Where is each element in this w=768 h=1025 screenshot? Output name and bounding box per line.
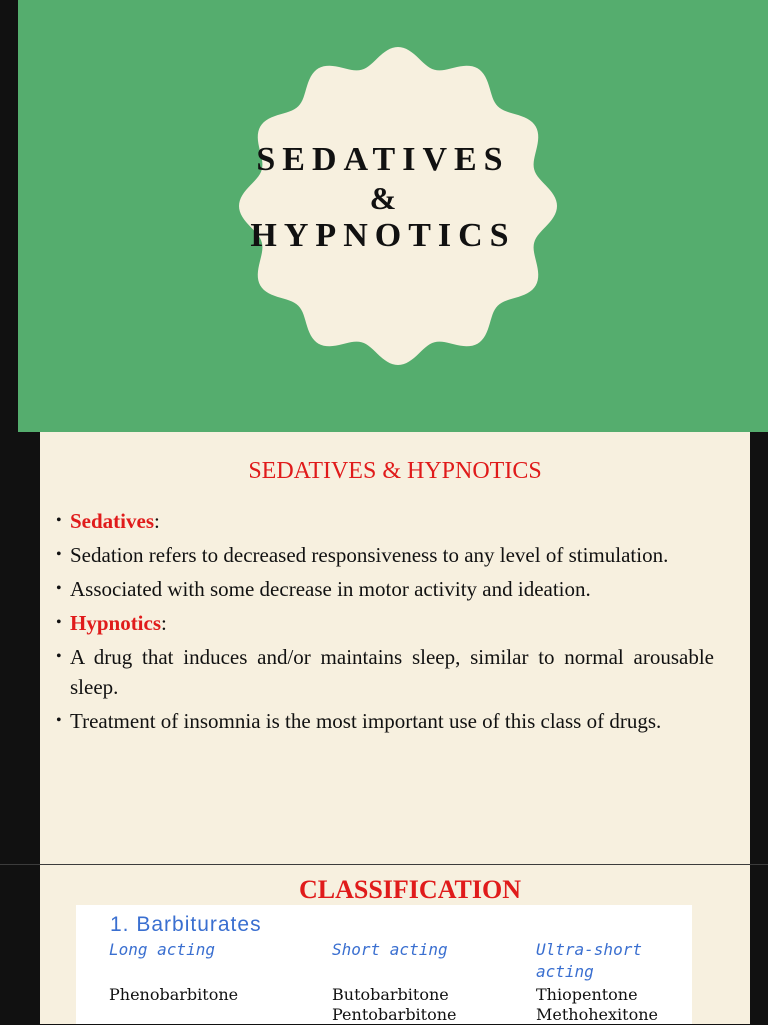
bullet-heading-hypnotics: Hypnotics [70,611,162,635]
bullet-dot-icon: • [56,614,62,631]
table-cell: Methohexitone [536,1005,658,1024]
title-hypnotics: HYPNOTICS [250,217,516,254]
bullet-item [56,608,714,638]
table-cell: Pentobarbitone [332,1005,457,1024]
bullet-item [56,574,714,604]
slide-title: SEDATIVES & HYPNOTICS [248,458,542,484]
bullet-text: Sedation refers to decreased responsiveness to any level of stimulation. [70,543,669,567]
bullet-dot-icon: • [56,512,62,529]
bullet-item [56,506,714,536]
bullet-dot-icon: • [56,712,62,729]
bullet-item [56,642,714,702]
bullet-heading-sedatives: Sedatives [70,509,154,533]
slide-title: CLASSIFICATION [298,875,521,904]
left-edge-bar [0,0,18,432]
definitions-slide [0,432,768,864]
bullet-item [56,540,714,570]
bullet-dot-icon: • [56,648,62,665]
bullet-text: Associated with some decrease in motor activity and ideation. [70,577,591,601]
table-cell: Butobarbitone [332,985,449,1004]
classification-slide [0,865,768,1024]
title-ampersand: & [369,180,397,216]
bullet-dot-icon: • [56,546,62,563]
bullet-text: A drug that induces and/or maintains sleep, similar to normal arousable sleep. [70,645,714,699]
table-cell: Thiopentone [536,985,638,1004]
column-header-long-acting: Long acting [109,940,215,959]
table-cell: Phenobarbitone [109,985,239,1004]
column-header-ultra-short-acting: Ultra-short acting [536,940,642,981]
bullet-heading-colon: : [161,611,167,635]
table-heading: 1. Barbiturates [110,913,262,936]
title-block [228,140,538,256]
title-slide [0,0,768,432]
bullet-list [56,506,714,740]
title-sedatives: SEDATIVES [256,141,510,178]
bullet-heading-colon: : [154,509,160,533]
bullet-item [56,706,714,736]
bullet-dot-icon: • [56,580,62,597]
classification-table [76,905,692,1024]
column-header-short-acting: Short acting [332,940,448,959]
bullet-text: Treatment of insomnia is the most important use of this class of drugs. [70,709,662,733]
